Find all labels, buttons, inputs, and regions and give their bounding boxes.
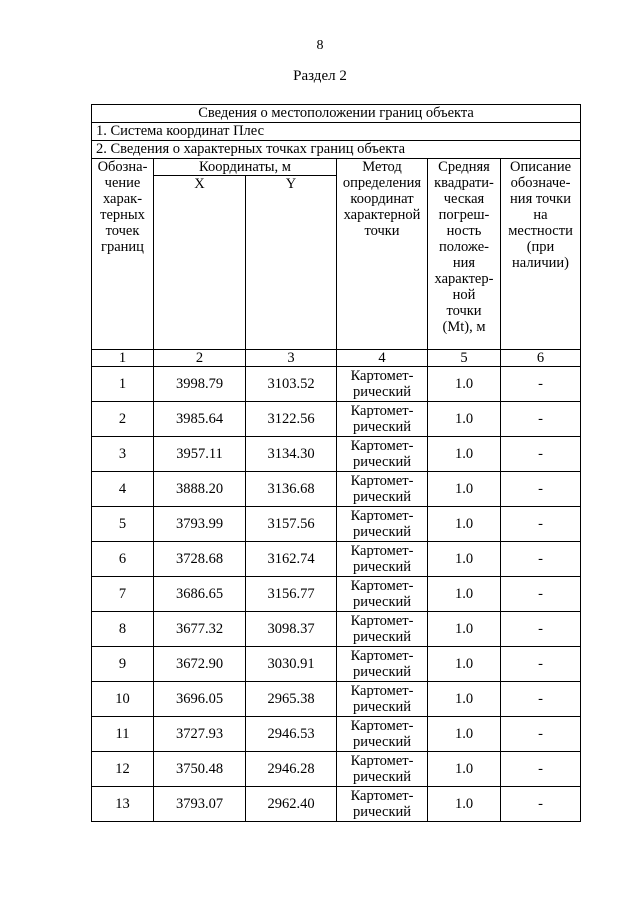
method: Картомет- рический (337, 542, 428, 577)
mt-error: 1.0 (428, 367, 501, 402)
mt-error: 1.0 (428, 647, 501, 682)
column-number-4: 4 (337, 350, 428, 367)
header-method-text: Метод определения координат характерной точки (342, 159, 422, 239)
method: Картомет- рический (337, 717, 428, 752)
header-point-name (92, 159, 154, 350)
points-header: 2. Сведения о характерных точках границ объекта (92, 141, 581, 159)
coord-x: 3677.32 (154, 612, 246, 647)
mt-error: 1.0 (428, 507, 501, 542)
coord-x: 3998.79 (154, 367, 246, 402)
table-row (92, 612, 581, 647)
coord-x: 3686.65 (154, 577, 246, 612)
boundary-points-table (91, 104, 581, 822)
method: Картомет- рический (337, 682, 428, 717)
table-row (92, 402, 581, 437)
method: Картомет- рический (337, 647, 428, 682)
header-error-text: Средняя квадрати- ческая погреш- ность положе- ния характер- ной точки (Mt), м (434, 159, 494, 335)
table-row (92, 367, 581, 402)
header-y: Y (246, 176, 337, 350)
mt-error: 1.0 (428, 402, 501, 437)
column-number-1: 1 (92, 350, 154, 367)
table-row (92, 507, 581, 542)
point-number: 4 (92, 472, 154, 507)
description: - (501, 612, 581, 647)
table-row (92, 717, 581, 752)
description: - (501, 367, 581, 402)
description: - (501, 752, 581, 787)
description: - (501, 507, 581, 542)
description: - (501, 402, 581, 437)
method: Картомет- рический (337, 787, 428, 822)
coord-system: 1. Система координат Плес (92, 123, 581, 141)
coord-y: 3157.56 (246, 507, 337, 542)
coord-x: 3793.99 (154, 507, 246, 542)
table-row (92, 752, 581, 787)
header-coords: Координаты, м (154, 159, 337, 176)
coord-x: 3957.11 (154, 437, 246, 472)
point-number: 7 (92, 577, 154, 612)
table-row (92, 647, 581, 682)
table-row (92, 682, 581, 717)
coord-y: 3136.68 (246, 472, 337, 507)
coord-y: 3030.91 (246, 647, 337, 682)
coord-y: 3098.37 (246, 612, 337, 647)
description: - (501, 717, 581, 752)
description: - (501, 542, 581, 577)
coord-y: 3134.30 (246, 437, 337, 472)
table-title: Сведения о местоположении границ объекта (92, 105, 581, 123)
mt-error: 1.0 (428, 612, 501, 647)
method: Картомет- рический (337, 472, 428, 507)
coord-x: 3696.05 (154, 682, 246, 717)
section-title: Раздел 2 (293, 68, 347, 84)
coord-y: 3162.74 (246, 542, 337, 577)
header-error (428, 159, 501, 350)
column-number-6: 6 (501, 350, 581, 367)
header-description-text: Описание обозначе- ния точки на местности (при наличии) (508, 159, 573, 271)
coord-x: 3888.20 (154, 472, 246, 507)
point-number: 10 (92, 682, 154, 717)
point-number: 5 (92, 507, 154, 542)
coord-y: 2946.28 (246, 752, 337, 787)
table-row (92, 577, 581, 612)
coord-y: 3122.56 (246, 402, 337, 437)
description: - (501, 787, 581, 822)
description: - (501, 437, 581, 472)
coord-y: 3156.77 (246, 577, 337, 612)
mt-error: 1.0 (428, 437, 501, 472)
point-number: 11 (92, 717, 154, 752)
method: Картомет- рический (337, 752, 428, 787)
point-number: 8 (92, 612, 154, 647)
point-number: 1 (92, 367, 154, 402)
table-row (92, 787, 581, 822)
method: Картомет- рический (337, 507, 428, 542)
coord-x: 3672.90 (154, 647, 246, 682)
method: Картомет- рический (337, 577, 428, 612)
column-number-3: 3 (246, 350, 337, 367)
table-row (92, 472, 581, 507)
method: Картомет- рический (337, 402, 428, 437)
header-method (337, 159, 428, 350)
column-numbers-row (92, 350, 581, 367)
table-row (92, 437, 581, 472)
point-number: 6 (92, 542, 154, 577)
method: Картомет- рический (337, 612, 428, 647)
description: - (501, 472, 581, 507)
description: - (501, 682, 581, 717)
mt-error: 1.0 (428, 787, 501, 822)
page-number: 8 (316, 38, 324, 53)
header-x: X (154, 176, 246, 350)
description: - (501, 647, 581, 682)
mt-error: 1.0 (428, 682, 501, 717)
mt-error: 1.0 (428, 717, 501, 752)
coord-x: 3985.64 (154, 402, 246, 437)
coord-x: 3750.48 (154, 752, 246, 787)
point-number: 12 (92, 752, 154, 787)
method: Картомет- рический (337, 437, 428, 472)
point-number: 13 (92, 787, 154, 822)
column-number-5: 5 (428, 350, 501, 367)
column-number-2: 2 (154, 350, 246, 367)
coord-y: 2946.53 (246, 717, 337, 752)
point-number: 9 (92, 647, 154, 682)
description: - (501, 577, 581, 612)
mt-error: 1.0 (428, 472, 501, 507)
coord-x: 3793.07 (154, 787, 246, 822)
coord-y: 3103.52 (246, 367, 337, 402)
point-number: 3 (92, 437, 154, 472)
point-number: 2 (92, 402, 154, 437)
coord-y: 2965.38 (246, 682, 337, 717)
table-row (92, 542, 581, 577)
method: Картомет- рический (337, 367, 428, 402)
header-description (501, 159, 581, 350)
header-point-name-text: Обозна- чение харак- терных точек границ (97, 159, 148, 255)
mt-error: 1.0 (428, 577, 501, 612)
mt-error: 1.0 (428, 752, 501, 787)
mt-error: 1.0 (428, 542, 501, 577)
coord-x: 3728.68 (154, 542, 246, 577)
coord-x: 3727.93 (154, 717, 246, 752)
coord-y: 2962.40 (246, 787, 337, 822)
